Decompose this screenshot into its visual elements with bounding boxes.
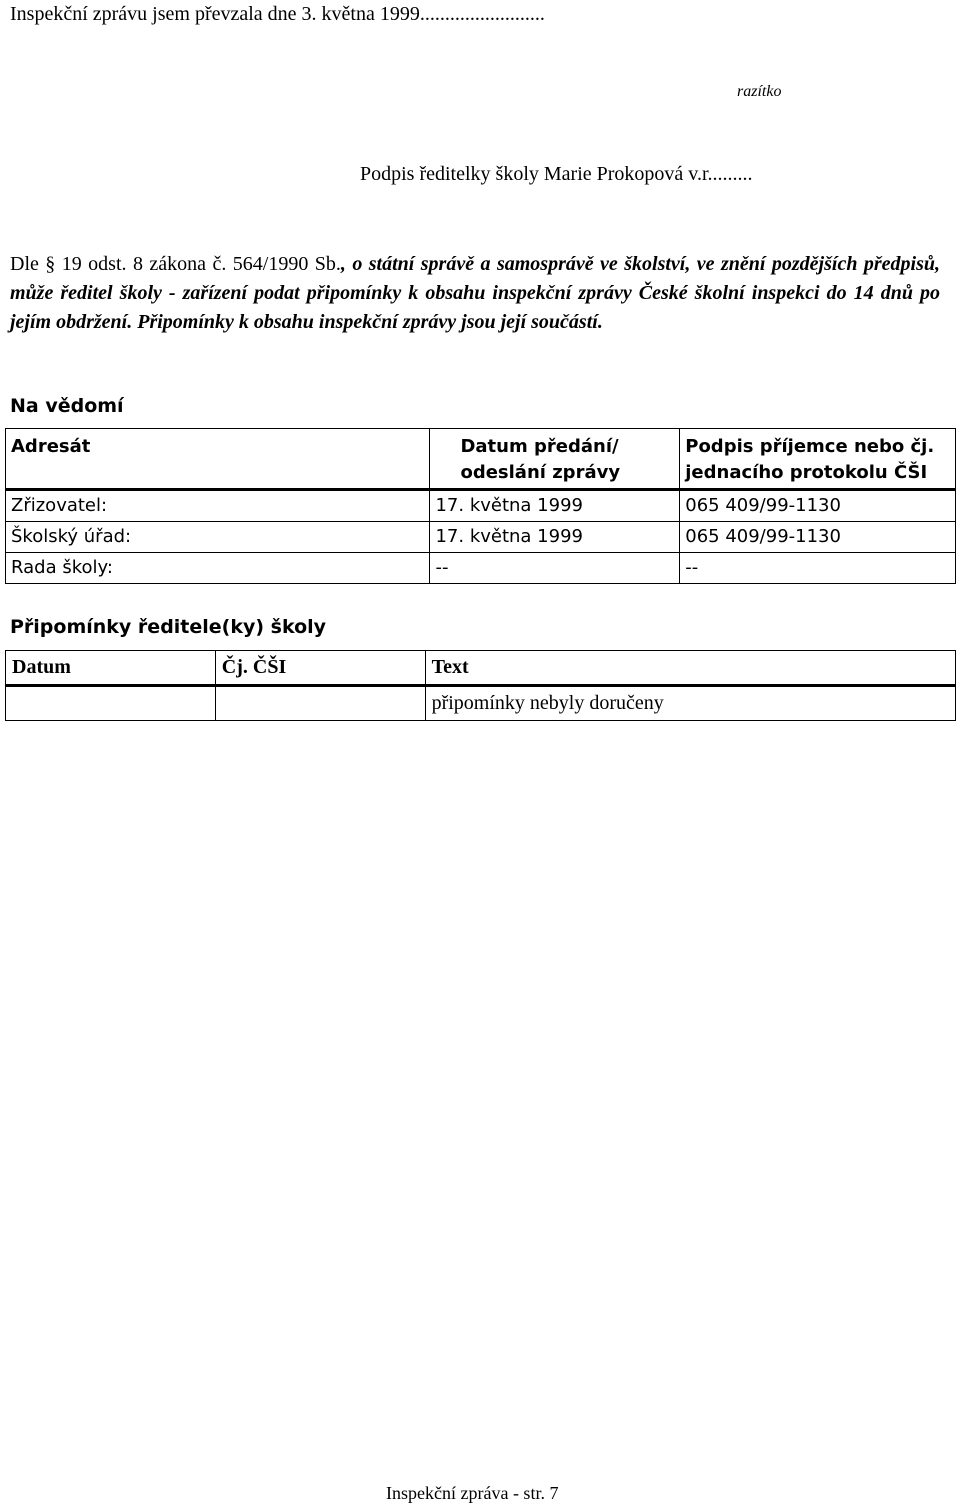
distribution-table xyxy=(5,428,956,584)
cell-date: -- xyxy=(430,553,680,584)
comments-table xyxy=(5,650,956,721)
cell-signature: 065 409/99-1130 xyxy=(680,522,956,553)
stamp-label: razítko xyxy=(737,83,782,100)
cell-signature: -- xyxy=(680,553,956,584)
legal-note-lead: Dle § 19 odst. 8 zákona č. 564/1990 Sb. xyxy=(10,253,341,275)
page-footer: Inspekční zpráva - str. 7 xyxy=(386,1483,559,1503)
comments-header-row xyxy=(6,651,956,686)
table-row xyxy=(6,522,956,553)
column-header-addressee: Adresát xyxy=(6,429,430,490)
table-row xyxy=(6,490,956,522)
cell-text: připomínky nebyly doručeny xyxy=(425,686,955,721)
director-signature-line: Podpis ředitelky školy Marie Prokopová v.r......... xyxy=(360,163,753,185)
cell-date xyxy=(6,686,216,721)
column-header-text: Text xyxy=(425,651,955,686)
column-header-date: Datum předání/ odeslání zprávy xyxy=(430,429,680,490)
cell-addressee: Školský úřad: xyxy=(6,522,430,553)
table-row xyxy=(6,686,956,721)
column-header-signature: Podpis příjemce nebo čj. jednacího protokolu ČŠI xyxy=(680,429,956,490)
cell-addressee: Zřizovatel: xyxy=(6,490,430,522)
cell-date: 17. května 1999 xyxy=(430,522,680,553)
table-row xyxy=(6,553,956,584)
distribution-header-row xyxy=(6,429,956,490)
cell-date: 17. května 1999 xyxy=(430,490,680,522)
received-line: Inspekční zprávu jsem převzala dne 3. května 1999......................... xyxy=(10,3,545,25)
cell-addressee: Rada školy: xyxy=(6,553,430,584)
column-header-ref: Čj. ČŠI xyxy=(215,651,425,686)
legal-note xyxy=(10,250,940,337)
cell-signature: 065 409/99-1130 xyxy=(680,490,956,522)
legal-note-body: , o státní správě a samosprávě ve školství, ve znění pozdějších předpisů, může ředitel školy - zařízení podat připomínky k obsahu inspekční zprávy České školní inspekci do 14 dnů po jejím obdržení. Připomínky k obsahu inspekční zprávy jsou její součástí. xyxy=(10,253,940,333)
comments-heading: Připomínky ředitele(ky) školy xyxy=(10,616,327,638)
distribution-heading: Na vědomí xyxy=(10,395,124,417)
cell-ref xyxy=(215,686,425,721)
column-header-date: Datum xyxy=(6,651,216,686)
